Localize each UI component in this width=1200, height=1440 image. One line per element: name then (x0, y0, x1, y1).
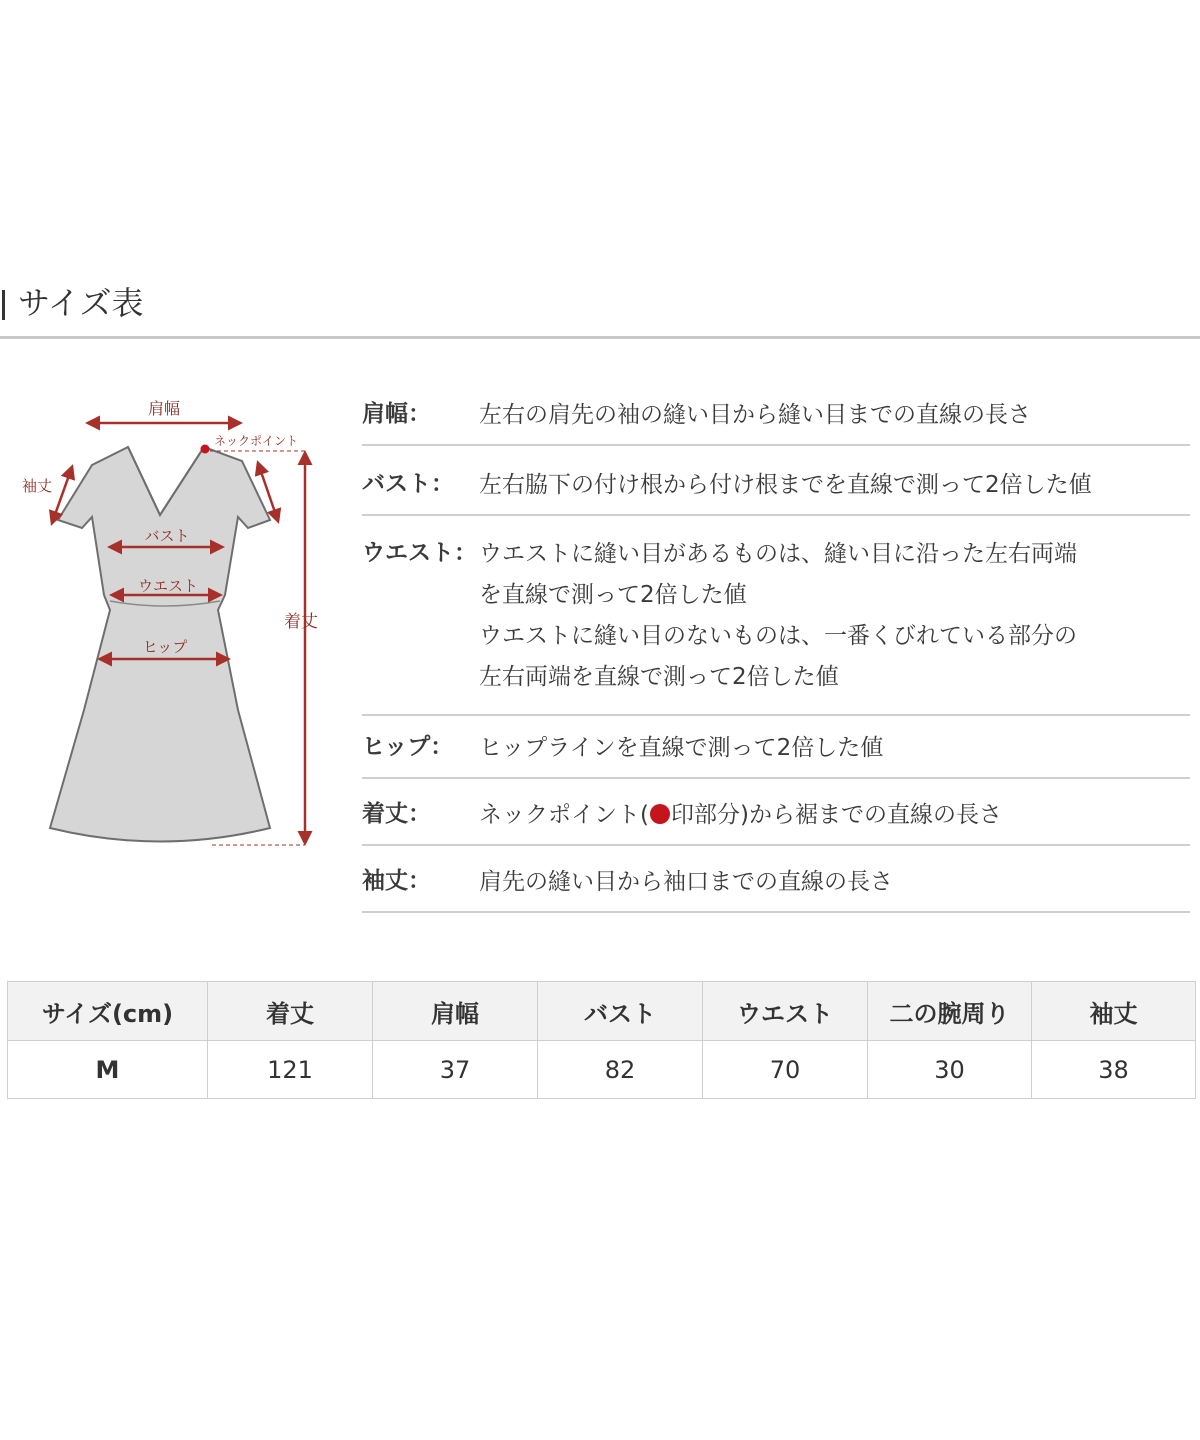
header-length: 着丈 (208, 982, 373, 1041)
definition-line: ウエストに縫い目のないものは、一番くびれている部分の (479, 623, 1077, 649)
table-cell: 37 (373, 1041, 538, 1099)
table-cell: 30 (868, 1041, 1032, 1099)
neck-point-dot (201, 445, 210, 454)
hip-label: ヒップ (142, 638, 188, 656)
definition-term: ヒップ： (362, 734, 454, 760)
definition-term: ウエスト： (362, 540, 477, 566)
size-table (7, 981, 1196, 1099)
definition-line: を直線で測って2倍した値 (479, 582, 747, 608)
definition-line: 左右脇下の付け根から付け根までを直線で測って2倍した値 (479, 472, 1092, 498)
definition-term: 肩幅： (362, 401, 431, 427)
definition-line: ヒップラインを直線で測って2倍した値 (479, 735, 884, 761)
table-cell: 38 (1032, 1041, 1196, 1099)
neck-point-label: ネックポイント (214, 434, 299, 448)
definition-text (479, 534, 1077, 698)
garment-diagram (0, 385, 340, 865)
neck-point-dot-icon (650, 804, 670, 824)
header-waist: ウエスト (703, 982, 868, 1041)
bust-label: バスト (144, 527, 190, 545)
definition-text (479, 795, 1002, 836)
definition-line: 肩先の縫い目から袖口までの直線の長さ (479, 869, 893, 895)
header-shoulder: 肩幅 (373, 982, 538, 1041)
sleeve-label: 袖丈 (22, 477, 53, 495)
definition-divider (362, 777, 1190, 779)
header-bust: バスト (538, 982, 703, 1041)
table-cell: 121 (208, 1041, 373, 1099)
definition-text-part: 印部分)から裾までの直線の長さ (670, 802, 1002, 828)
table-cell: 82 (538, 1041, 703, 1099)
header-size: サイズ(cm) (8, 982, 208, 1041)
definition-divider (362, 844, 1190, 846)
definition-text (479, 465, 1092, 506)
table-row (8, 1041, 1196, 1099)
dress-illustration (0, 385, 340, 865)
definition-line: ウエストに縫い目があるものは、縫い目に沿った左右両端 (479, 541, 1077, 567)
definition-text (479, 395, 1031, 436)
definition-text (479, 862, 893, 903)
table-cell: 70 (703, 1041, 868, 1099)
header-accent-bar (2, 290, 5, 320)
definition-divider (362, 714, 1190, 716)
definition-term: 着丈： (362, 801, 431, 827)
definition-term: 袖丈： (362, 868, 431, 894)
length-label: 着丈 (284, 612, 318, 632)
definition-term: バスト： (362, 471, 454, 497)
definition-text (479, 728, 883, 769)
definition-line (479, 795, 1002, 836)
header-divider (0, 336, 1200, 339)
definition-text-part: ネックポイント( (479, 802, 649, 828)
definition-divider (362, 514, 1190, 516)
size-cell: M (8, 1041, 208, 1099)
definition-line: 左右両端を直線で測って2倍した値 (479, 664, 839, 690)
definition-line: 左右の肩先の袖の縫い目から縫い目までの直線の長さ (479, 402, 1031, 428)
header-sleeve: 袖丈 (1032, 982, 1196, 1041)
waist-label: ウエスト (137, 577, 199, 595)
shoulder-label: 肩幅 (147, 399, 181, 418)
header-upper-arm: 二の腕周り (868, 982, 1032, 1041)
section-header (0, 282, 1200, 340)
definition-divider (362, 444, 1190, 446)
table-header-row (8, 982, 1196, 1041)
definition-divider (362, 911, 1190, 913)
page-title: サイズ表 (18, 284, 144, 322)
